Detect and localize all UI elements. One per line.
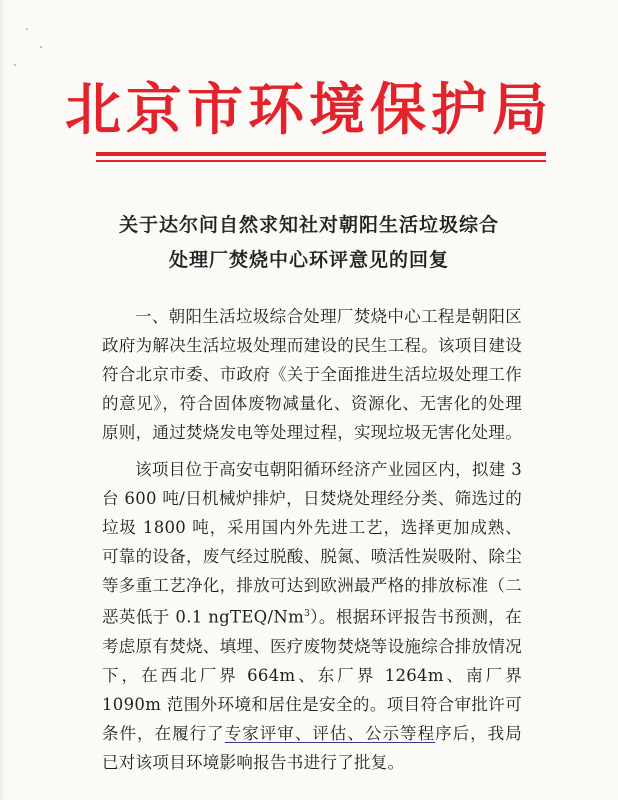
scan-speck: [26, 28, 28, 30]
document-title-line2: 处理厂焚烧中心环评意见的回复: [168, 249, 449, 271]
paragraph-2-part1: 该项目位于高安屯朝阳循环经济产业园区内，拟建 3 台 600 吨/日机械炉排炉，日焚烧处理经分类、筛选过的垃圾 1800 吨，采用国内外先进工艺，选择更加成熟、可靠的设备，废气经过脱酸、脱氮、喷活性炭吸附、除尘等多重工艺净化，排放可达到欧洲最严格的排放标准（二恶英低于 0.1 ngTEQ/Nm: [102, 460, 522, 627]
handwritten-underline-text: 专家评审、评估、公示等程: [224, 723, 436, 743]
document-body: [102, 302, 522, 785]
unit-superscript: 3: [304, 609, 311, 619]
paragraph-2-part3: 序后，我局已对该项目环境影响报告书进行了批复。: [102, 723, 522, 772]
letterhead-org-name: 北京市环境保护局: [65, 77, 553, 143]
paragraph-2: [102, 455, 522, 777]
paragraph-1: 一、朝阳生活垃圾综合处理厂焚烧中心工程是朝阳区政府为解决生活垃圾处理而建设的民生工程。该项目建设符合北京市委、市政府《关于全面推进生活垃圾处理工作的意见》，符合固体废物减量化、资源化、无害化的处理原则，通过焚烧发电等处理过程，实现垃圾无害化处理。: [102, 307, 522, 442]
paragraph-2-part2: ）。根据环评报告书预测，在考虑原有焚烧、填埋、医疗废物焚烧等设施综合排放情况下，在西北厂界 664m、东厂界 1264m、南厂界 1090m 范围外环境和居住是安全的。项目符合审批许可条件，在履行了: [102, 607, 522, 743]
document-title-line1: 关于达尔问自然求知社对朝阳生活垃圾综合: [118, 214, 499, 236]
scan-speck: [14, 64, 16, 66]
scan-speck: [40, 46, 42, 48]
letterhead-rule-thin: [96, 160, 546, 162]
letterhead-rule-thick: [96, 152, 546, 156]
